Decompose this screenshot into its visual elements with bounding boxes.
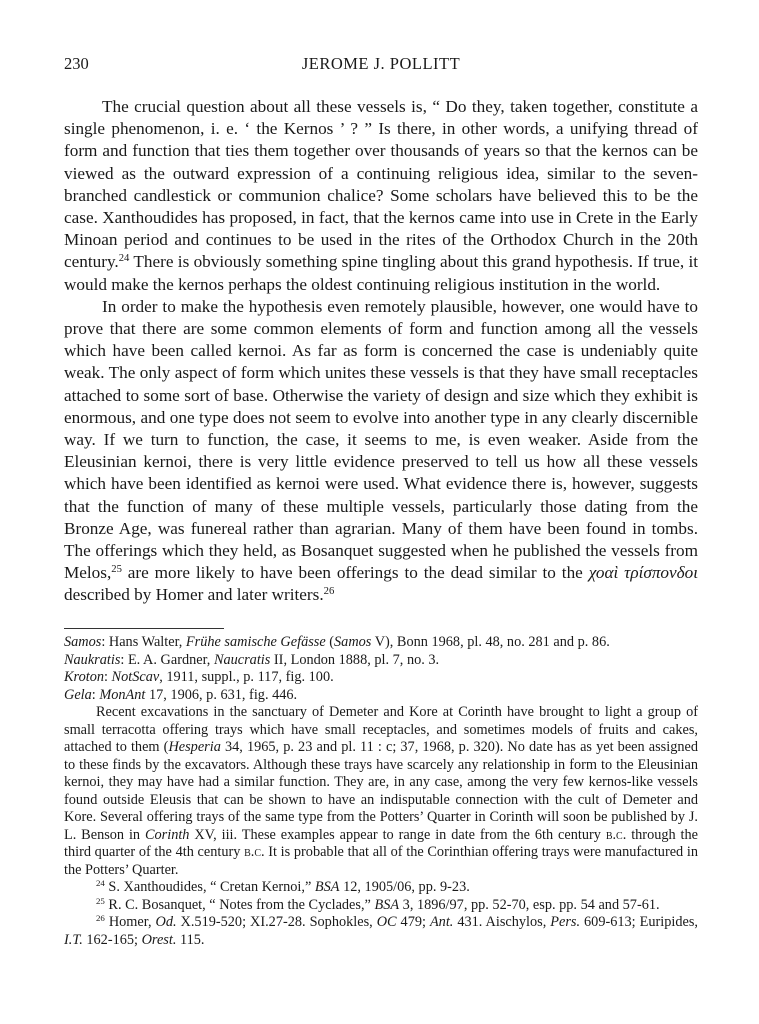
note-gela: Gela: MonAnt 17, 1906, p. 631, fig. 446. <box>64 686 298 703</box>
note-samos: Samos: Hans Walter, Frühe samische Gefässe (Samos V), Bonn 1968, pl. 48, no. 281 and p. 86. <box>64 634 610 650</box>
note-recent-excavations: Recent excavations in the sanctuary of Demeter and Kore at Corinth have brought to light a group of small terracotta offering trays which have small receptacles, and sometimes models of fruits and cakes, attached to them (Hesperia 34, 1965, p. 23 and pl. 11 : c; 37, 1968, p. 320). No date has as yet been assigned to these finds by the excavators. Although these trays have scarcely any relationship in form to the Eleusinian kernoi, they may have had a similar function. They are, in any case, among the very few kernos-like vessels found outside Eleusis that can be shown to have an indisputable connection with the cult of Demeter and Kore. Several offering trays of the same type from the Potters’ Quarter in Corinth will soon be published by J. L. Benson in Corinth XV, iii. These examples appear to range in date from the 6th century b.c. through the third quarter of the 4th century b.c. It is probable that all of the Corinthian offering trays were manufactured in the Potters’ Quarter. <box>64 704 699 878</box>
footnote-26: $^{26}$ Homer, Od. X.519-520; XI.27-28. Sophokles, OC 479; Ant. 431. Aischylos, Pers. 609-613; Euripides, I.T. 162-165; Orest. 115. <box>64 913 698 948</box>
footnote-ref-26[interactable]: 26 <box>323 586 335 598</box>
footnotes <box>64 634 698 949</box>
main-text <box>64 96 698 607</box>
greek-phrase: χοαὶ τρίσπονδοι <box>588 563 699 583</box>
page-number: 230 <box>64 54 89 73</box>
paragraph-1: The crucial question about all these vessels is, “ Do they, taken together, constitute a single phenomenon, i. e. ‘ the Kernos ’ ? ” Is there, in other words, a unifying thread of form and function that ties them together over thousands of years so that the kernos can be viewed as the outward expression of a continuing religious idea, similar to the seven-branched candlestick or communion chalice? Some scholars have believed this to be the case. Xanthoudides has proposed, in fact, that the kernos came into use in Crete in the Early Minoan period and continues to be used in the rites of the Orthodox Church in the 20th century.$^{24}$ There is obviously something spine tingling about this grand hypothesis. If true, it would make the kernos perhaps the oldest continuing religious institution in the world. <box>64 97 698 294</box>
paragraph-2: In order to make the hypothesis even remotely plausible, however, one would have to prove that there are some common elements of form and function among all the vessels which have been called kernoi. As far as form is concerned the case is undeniably quite weak. The only aspect of form which unites these vessels is that they have small receptacles attached to some sort of base. Otherwise the variety of design and size which they exhibit is enormous, and one type does not seem to evolve into another type in any clearly discernible way. If we turn to function, the case, it seems to me, is even weaker. Aside from the Eleusinian kernoi, there is very little evidence preserved to tell us how all these vessels which have been identified as kernoi were used. What evidence there is, however, suggests that the function of many of these multiple vessels, particularly those dating from the Bronze Age, was funereal rather than agrarian. Many of them have been found in tombs. The offerings which they held, as Bosanquet suggested when he published the vessels from Melos,$^{25}$ are more likely to have been offerings to the dead similar to the χοαὶ τρίσπονδοι described by Homer and later writers.$^{26}$ <box>64 296 699 605</box>
footnote-divider <box>64 628 224 629</box>
footnote-ref-25[interactable]: 25 <box>111 564 122 576</box>
page-header <box>64 54 698 78</box>
footnote-24: $^{24}$ S. Xanthoudides, “ Cretan Kernoi,” BSA 12, 1905/06, pp. 9-23. <box>96 878 470 895</box>
note-naukratis: Naukratis: E. A. Gardner, Naucratis II, London 1888, pl. 7, no. 3. <box>64 651 440 668</box>
footnote-ref-24[interactable]: 24 <box>118 253 130 265</box>
note-kroton: Kroton: NotScav, 1911, suppl., p. 117, fig. 100. <box>64 669 334 685</box>
running-head: JEROME J. POLLITT <box>301 54 461 73</box>
footnote-25: $^{25}$ R. C. Bosanquet, “ Notes from the Cyclades,” BSA 3, 1896/97, pp. 52-70, esp. pp. 54 and 57-61. <box>96 895 660 913</box>
